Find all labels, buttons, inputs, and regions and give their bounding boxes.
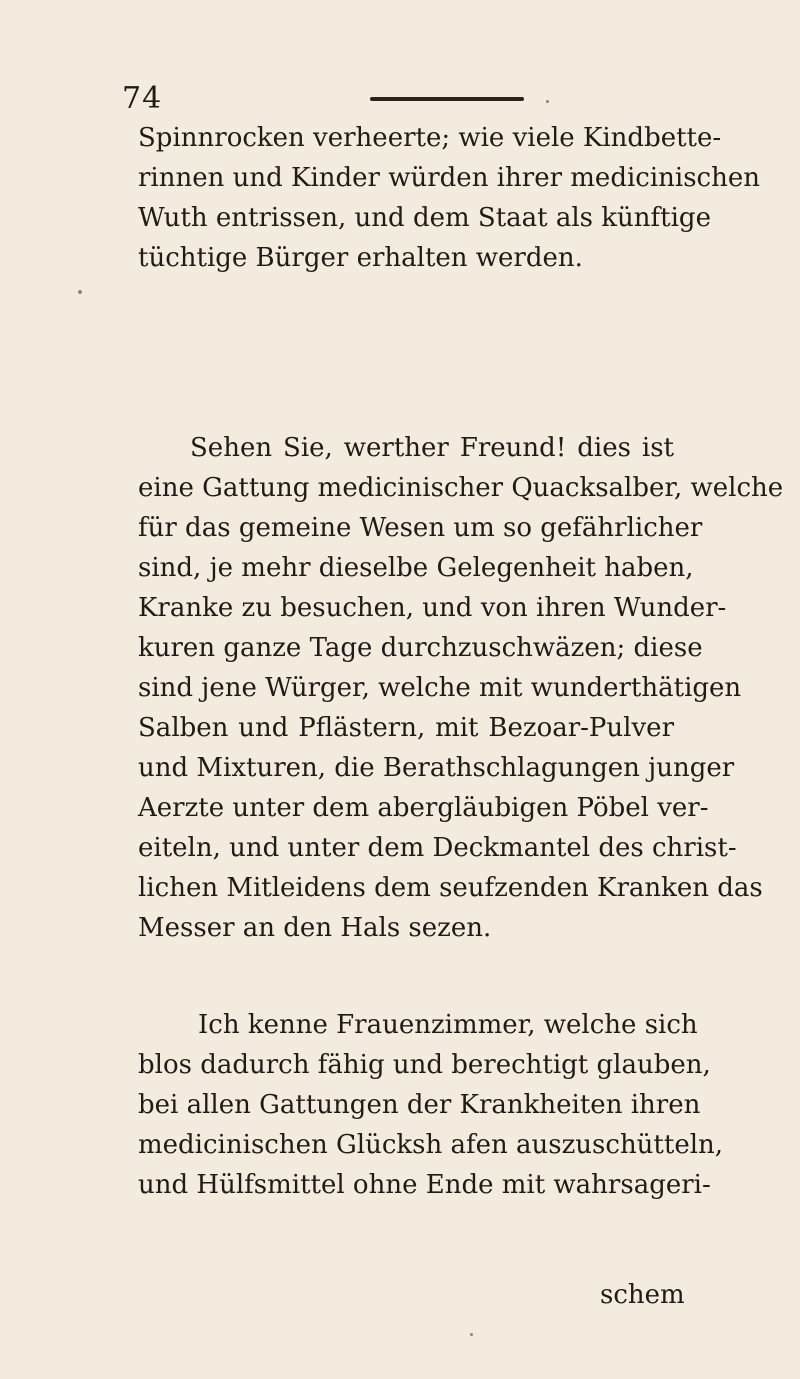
page-number: 74 — [122, 81, 163, 116]
text-line: eine Gattung medicinischer Quacksalber, welche — [138, 473, 784, 503]
text-line: und Hülfsmittel ohne Ende mit wahrsageri- — [138, 1170, 711, 1200]
text-line: Kranke zu besuchen, und von ihren Wunder- — [138, 593, 727, 623]
text-line: blos dadurch fähig und berechtigt glauben, — [138, 1050, 711, 1080]
paragraph-1 — [138, 118, 760, 278]
text-line: kuren ganze Tage durchzuschwäzen; diese — [138, 633, 703, 663]
text-line: und Mixturen, die Berathschlagungen junger — [138, 753, 735, 783]
text-line: rinnen und Kinder würden ihrer medicinischen — [138, 163, 760, 193]
paper-speck — [546, 100, 549, 103]
header-rule — [370, 97, 524, 101]
text-line: bei allen Gattungen der Krankheiten ihren — [138, 1090, 701, 1120]
text-line: tüchtige Bürger erhalten werden. — [138, 243, 583, 273]
text-line: Ich kenne Frauenzimmer, welche sich — [198, 1010, 698, 1040]
text-line: Messer an den Hals sezen. — [138, 913, 492, 943]
text-line: für das gemeine Wesen um so gefährlicher — [138, 513, 703, 543]
text-line: Sehen Sie, werther Freund! dies ist — [190, 433, 674, 463]
paper-speck — [470, 1333, 473, 1336]
text-line: eiteln, und unter dem Deckmantel des christ- — [138, 833, 737, 863]
text-line: Spinnrocken verheerte; wie viele Kindbette- — [138, 123, 722, 153]
text-line: lichen Mitleidens dem seufzenden Kranken das — [138, 873, 763, 903]
text-line: sind jene Würger, welche mit wunderthätigen — [138, 673, 742, 703]
text-line: sind, je mehr dieselbe Gelegenheit haben, — [138, 553, 694, 583]
catchword: schem — [600, 1280, 685, 1310]
text-line: medicinischen Glücksh afen auszuschütteln, — [138, 1130, 724, 1160]
text-line: Salben und Pflästern, mit Bezoar-Pulver — [138, 713, 674, 743]
paragraph-3 — [138, 1005, 724, 1205]
paragraph-2 — [138, 428, 784, 948]
text-line: Aerzte unter dem abergläubigen Pöbel ver- — [138, 793, 709, 823]
paper-speck — [78, 290, 82, 294]
text-line: Wuth entrissen, und dem Staat als künftige — [138, 203, 711, 233]
